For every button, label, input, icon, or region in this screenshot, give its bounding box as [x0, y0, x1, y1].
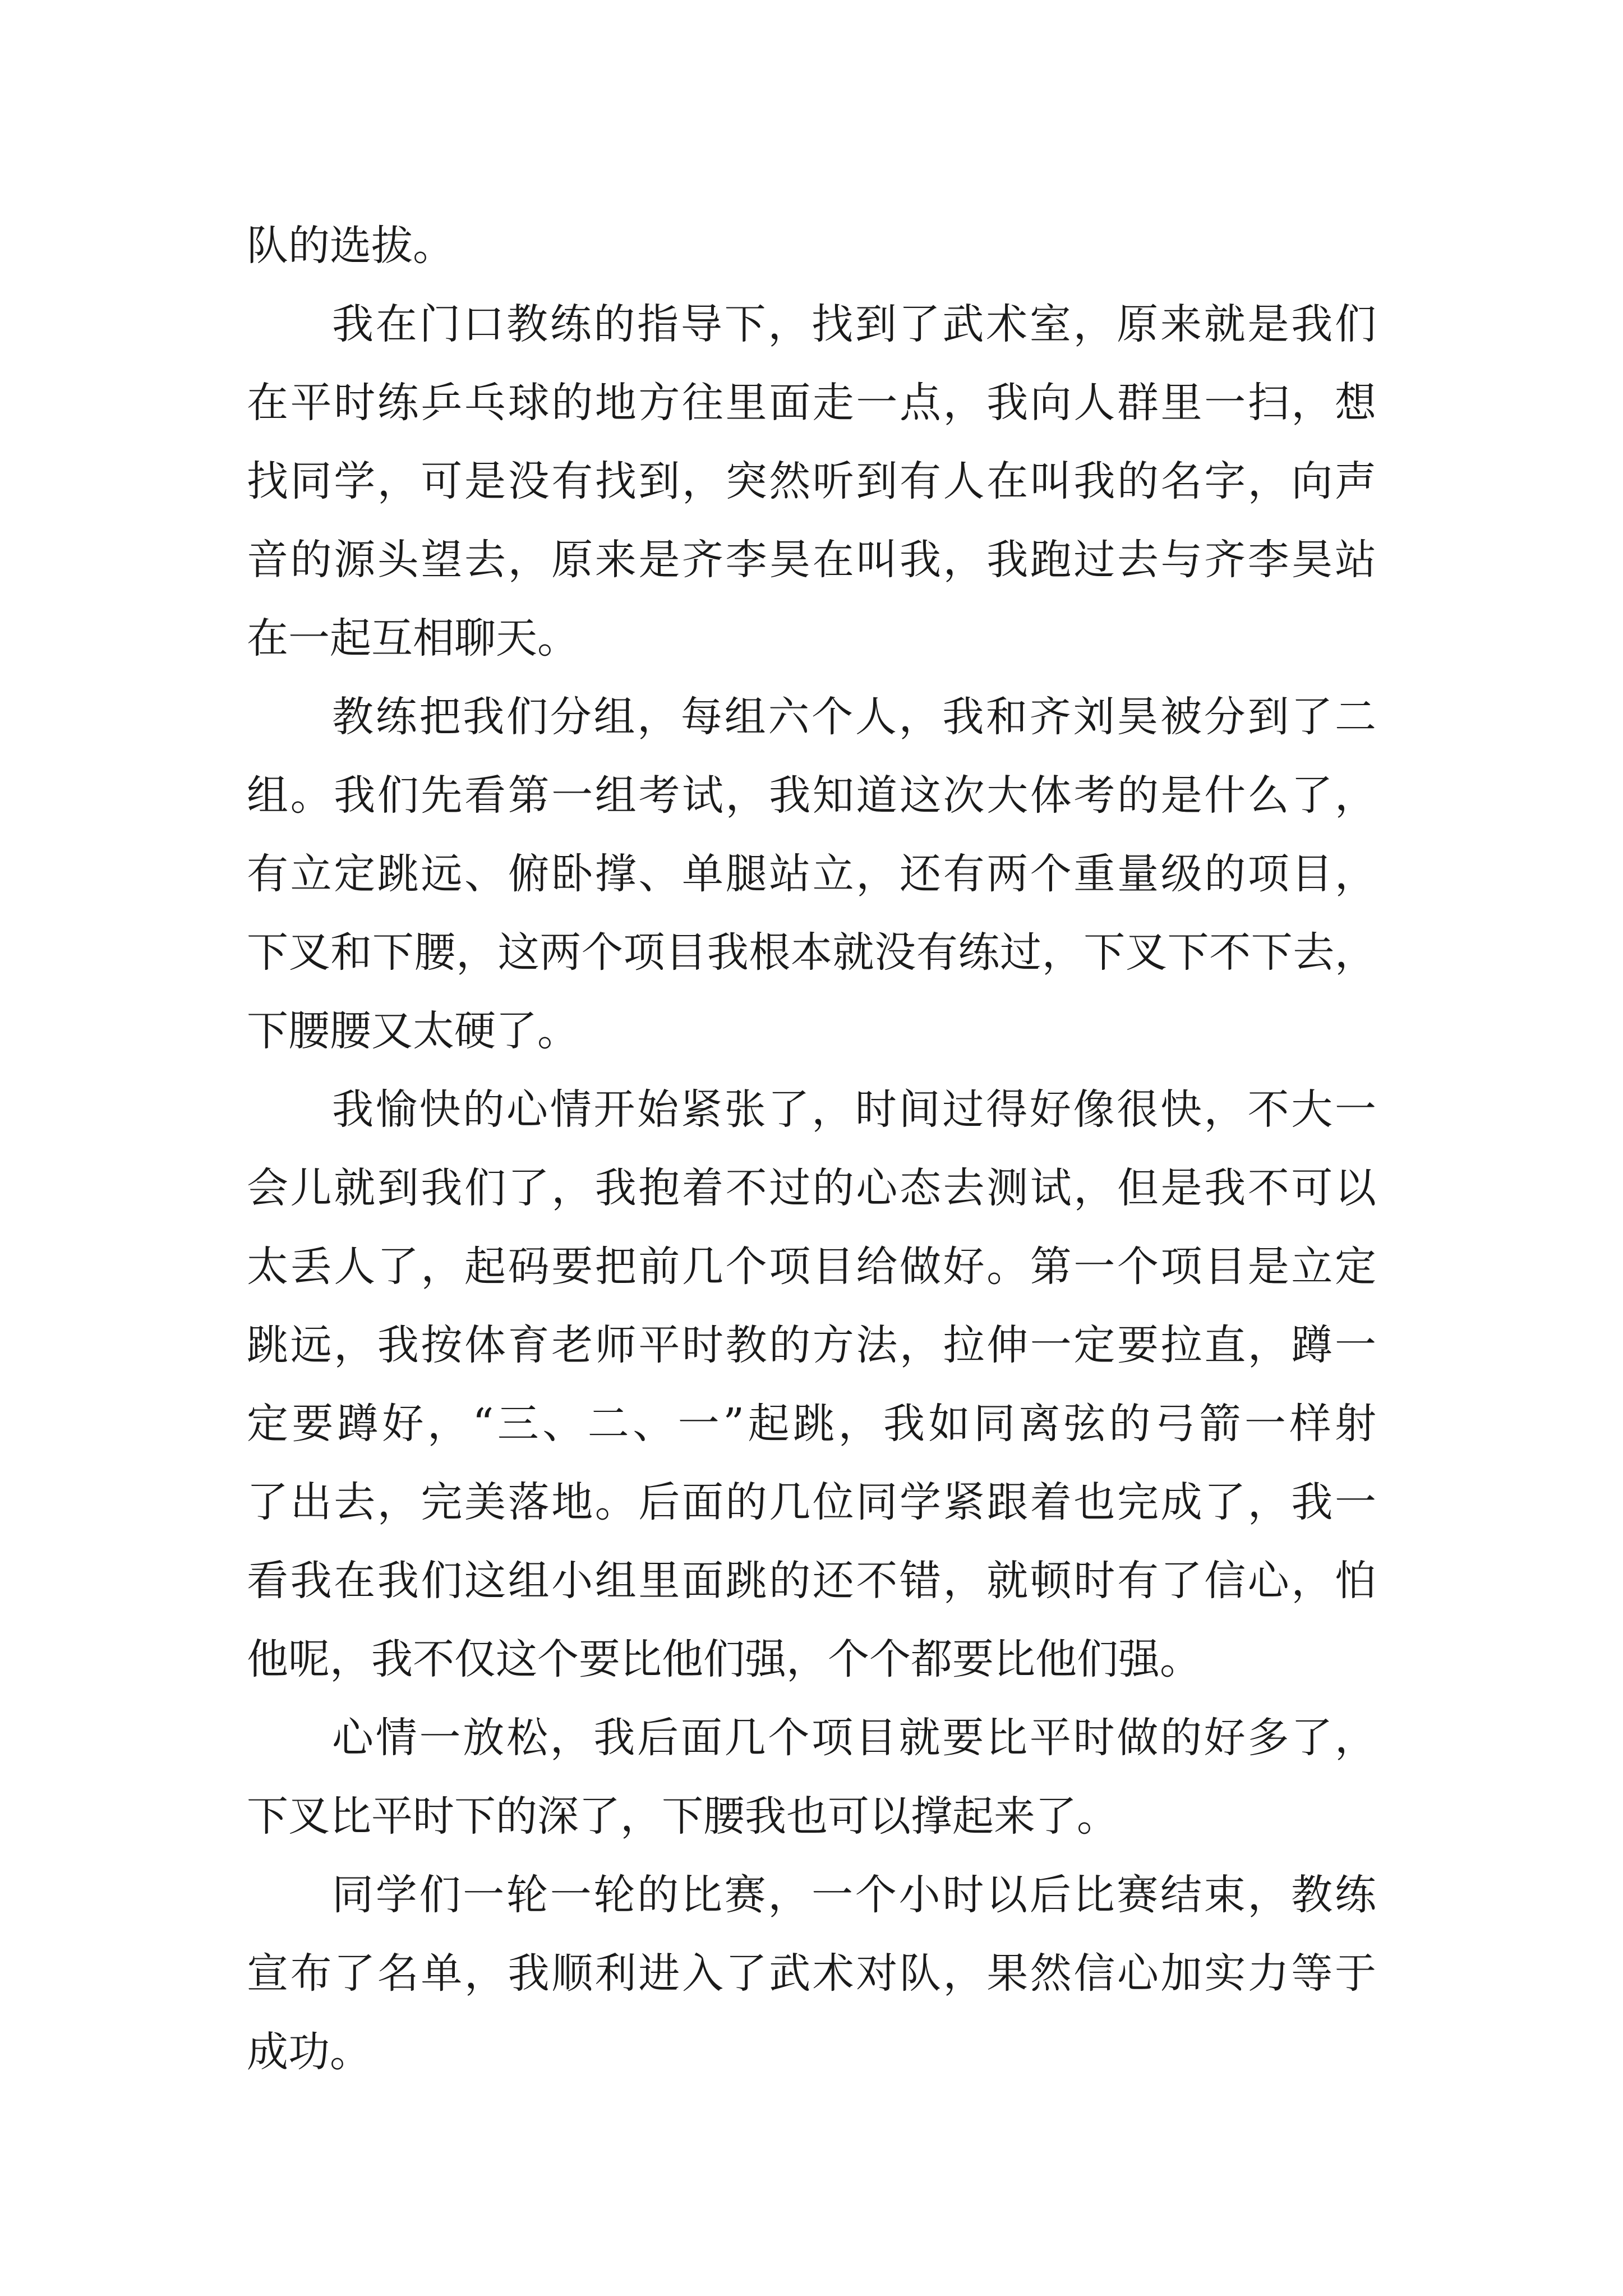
paragraph [247, 285, 1376, 678]
text-line: 下叉比平时下的深了，下腰我也可以撑起来了。 [247, 1792, 1118, 1841]
text-line: 找同学，可是没有找到，突然听到有人在叫我的名字，向声 [247, 457, 1376, 505]
text-line: 跳远，我按体育老师平时教的方法，拉伸一定要拉直，蹲一 [247, 1321, 1376, 1369]
text-line: 宣布了名单，我顺利进入了武术对队，果然信心加实力等于 [247, 1949, 1376, 1998]
text-line: 在一起互相聊天。 [247, 614, 579, 662]
paragraph [247, 1070, 1376, 1699]
text-line: 了出去，完美落地。后面的几位同学紧跟着也完成了，我一 [247, 1478, 1376, 1526]
text-line: 定要蹲好，“三、二、一”起跳，我如同离弦的弓箭一样射 [247, 1400, 1376, 1448]
text-line: 我在门口教练的指导下，找到了武术室，原来就是我们 [332, 300, 1376, 348]
paragraph [247, 678, 1376, 1070]
text-line: 下叉和下腰，这两个项目我根本就没有练过，下叉下不下去， [247, 928, 1376, 977]
text-line: 队的选拔。 [247, 222, 454, 270]
text-line: 心情一放松，我后面几个项目就要比平时做的好多了， [332, 1714, 1376, 1762]
text-line: 同学们一轮一轮的比赛，一个小时以后比赛结束，教练 [332, 1871, 1376, 1919]
text-line: 在平时练乒乓球的地方往里面走一点，我向人群里一扫，想 [247, 379, 1376, 427]
paragraph [247, 206, 1376, 285]
text-line: 下腰腰又太硬了。 [247, 1007, 579, 1055]
text-line: 我愉快的心情开始紧张了，时间过得好像很快，不大一 [332, 1085, 1376, 1134]
document-body [247, 206, 1376, 2091]
text-line: 有立定跳远、俯卧撑、单腿站立，还有两个重量级的项目， [247, 850, 1376, 898]
text-line: 看我在我们这组小组里面跳的还不错，就顿时有了信心，怕 [247, 1557, 1376, 1605]
text-line: 会儿就到我们了，我抱着不过的心态去测试，但是我不可以 [247, 1164, 1376, 1212]
text-line: 太丢人了，起码要把前几个项目给做好。第一个项目是立定 [247, 1243, 1376, 1291]
text-line: 组。我们先看第一组考试，我知道这次大体考的是什么了， [247, 771, 1376, 820]
text-line: 教练把我们分组，每组六个人，我和齐刘昊被分到了二 [332, 693, 1376, 741]
text-line: 成功。 [247, 2028, 371, 2076]
text-line: 音的源头望去，原来是齐李昊在叫我，我跑过去与齐李昊站 [247, 536, 1376, 584]
text-line: 他呢，我不仅这个要比他们强，个个都要比他们强。 [247, 1635, 1201, 1683]
paragraph [247, 1699, 1376, 1856]
paragraph [247, 1856, 1376, 2091]
